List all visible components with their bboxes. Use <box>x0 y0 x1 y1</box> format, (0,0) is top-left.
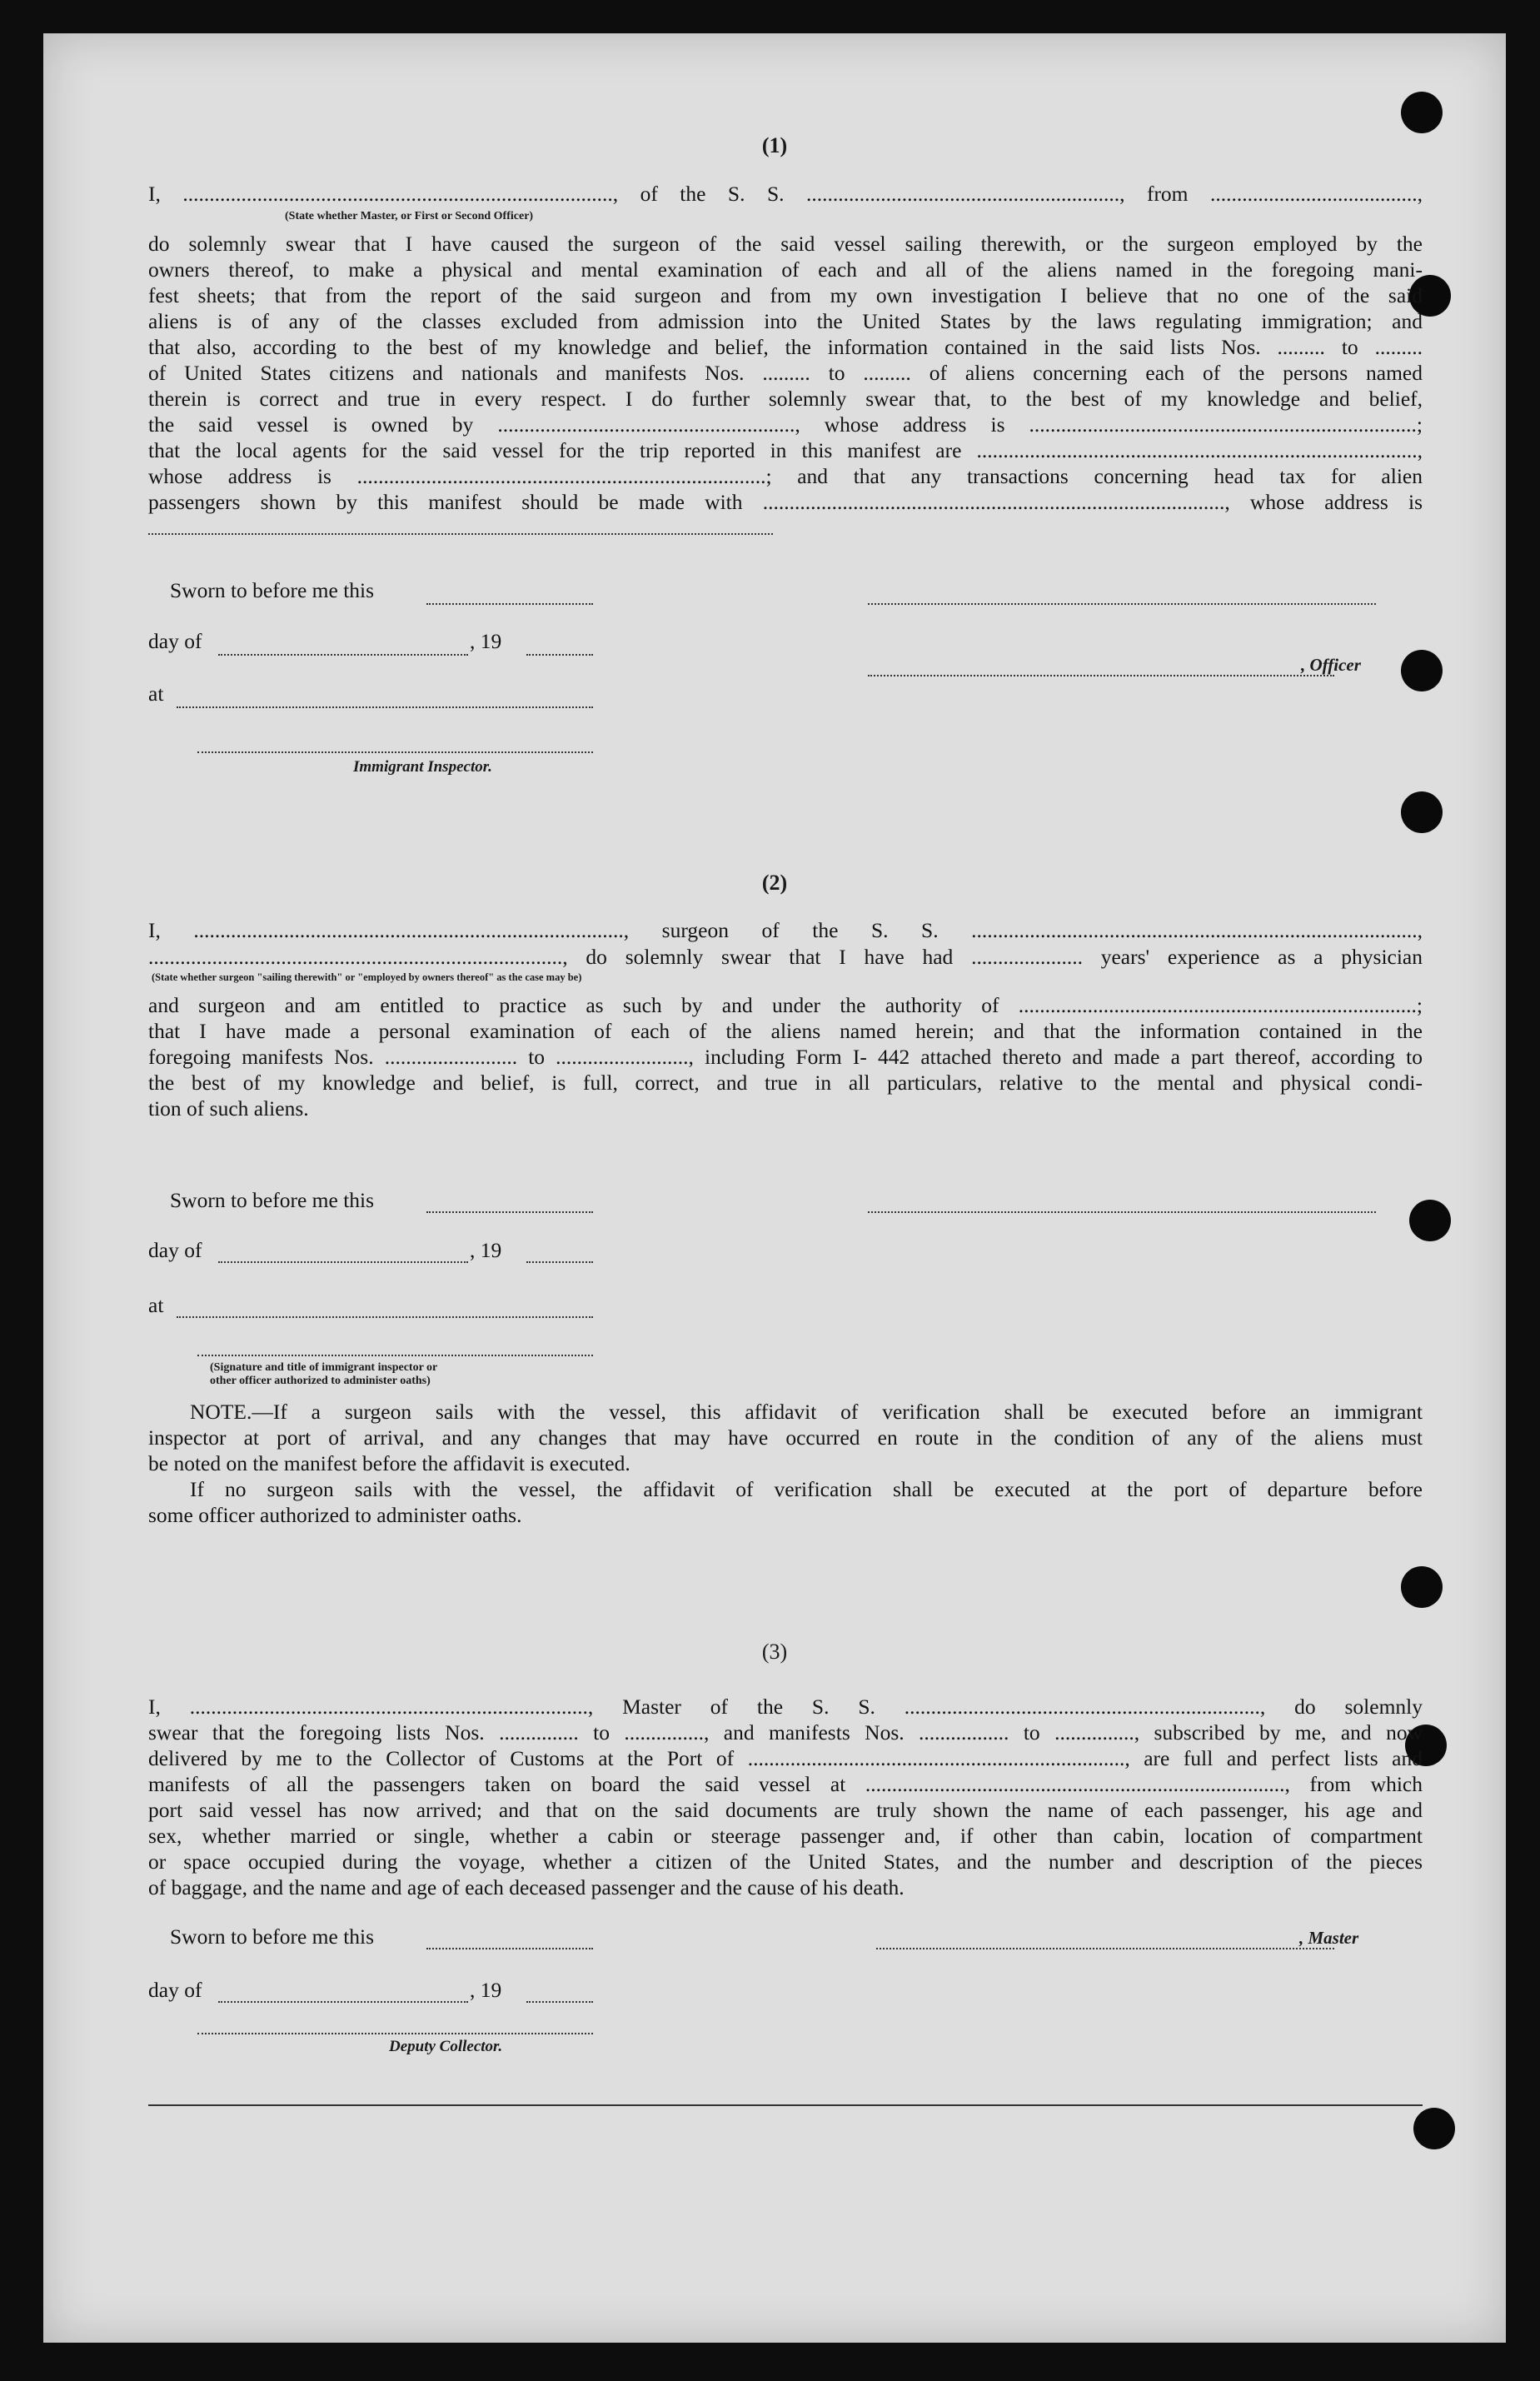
section-1-line: I, ................................................................................., of the S. S. ..........................................................., from ......................................., <box>148 182 1423 206</box>
section-2-body-line: that I have made a personal examination of each of the aliens named herein; and that the information contained in the <box>148 1019 1423 1043</box>
section-3-line: port said vessel has now arrived; and that on the said documents are truly shown the name of each passenger, his age and <box>148 1798 1423 1822</box>
day-line-1 <box>218 654 468 656</box>
officer-line <box>868 675 1334 676</box>
section-2-body-line: the best of my knowledge and belief, is full, correct, and true in all particulars, relative to the mental and physical condi- <box>148 1071 1423 1095</box>
punch-hole <box>1413 2108 1455 2149</box>
section-1-line: aliens is of any of the classes excluded from admission into the United States by the laws regulating immigration; and <box>148 309 1423 333</box>
section-1-line: the said vessel is owned by ........................................................, whose address is .........................................................................; <box>148 412 1423 437</box>
at-label-1: at <box>148 681 164 706</box>
section-1-line: fest sheets; that from the report of the said surgeon and from my own investigation I believe that no one of the said <box>148 283 1423 307</box>
inspector-sig-line-2 <box>868 1211 1376 1213</box>
year-line-2 <box>526 1261 593 1263</box>
year-label-3: , 19 <box>470 1978 502 2002</box>
sworn-date-line-3 <box>426 1948 593 1949</box>
day-line-3 <box>218 2001 468 2003</box>
day-of-label-3: day of <box>148 1978 202 2002</box>
section-1-number: (1) <box>761 133 788 157</box>
officer-sig-line <box>868 603 1376 605</box>
at-label-2: at <box>148 1293 164 1317</box>
section-3-line: delivered by me to the Collector of Customs at the Port of ......................................................................., are full and perfect lists and <box>148 1746 1423 1770</box>
collector-sig-line <box>197 2033 593 2034</box>
section-1-line: owners thereof, to make a physical and mental examination of each and all of the aliens named in the foregoing mani- <box>148 257 1423 282</box>
day-of-label-2: day of <box>148 1238 202 1262</box>
punch-hole <box>1401 650 1443 691</box>
sworn-date-line-1 <box>426 603 593 605</box>
officer-label: , Officer <box>1301 655 1361 675</box>
master-sig-line <box>876 1948 1334 1949</box>
inspector-sig-line <box>197 751 593 753</box>
note-line: If no surgeon sails with the vessel, the affidavit of verification shall be executed at the port of departure before <box>190 1477 1423 1501</box>
section-2-body-line: and surgeon and am entitled to practice as such by and under the authority of ...........................................................................; <box>148 993 1423 1017</box>
section-3-line: sex, whether married or single, whether a cabin or steerage passenger and, if other than cabin, location of compartment <box>148 1824 1423 1848</box>
form-page <box>43 33 1506 2343</box>
section-3-line: manifests of all the passengers taken on board the said vessel at ..............................................................................., from which <box>148 1772 1423 1796</box>
sworn-label-2: Sworn to before me this <box>170 1188 375 1212</box>
signature-line-2 <box>197 1355 593 1356</box>
section-3-line: I, ..........................................................................., Master of the S. S. ..................................................................., do solemnly <box>148 1695 1423 1719</box>
year-line-1 <box>526 654 593 656</box>
section-1-line: whose address is .............................................................................; and that any transactions concerning head tax for alien <box>148 464 1423 488</box>
note-line: NOTE.—If a surgeon sails with the vessel, this affidavit of verification shall be executed before an immigrant <box>190 1400 1423 1424</box>
punch-hole <box>1401 1566 1443 1608</box>
bottom-rule <box>148 2104 1423 2106</box>
section-3-number: (3) <box>761 1640 788 1664</box>
year-label-2: , 19 <box>470 1238 502 1262</box>
section-2-line: I, ................................................................................., surgeon of the S. S. ...................................................................................., <box>148 918 1423 942</box>
sworn-date-line-2 <box>426 1211 593 1213</box>
note-line: inspector at port of arrival, and any changes that may have occurred en route in the condition of any of the aliens must <box>148 1425 1423 1450</box>
section-2-line: .............................................................................., do solemnly swear that I have had ..................... years' experience as a physician <box>148 945 1423 969</box>
section-1-line: passengers shown by this manifest should be made with ......................................................................................., whose address is <box>148 490 1423 514</box>
section-3-line: of baggage, and the name and age of each deceased passenger and the cause of his death. <box>148 1875 905 1899</box>
note-line: be noted on the manifest before the affidavit is executed. <box>148 1451 630 1475</box>
signature-caption-2: other officer authorized to administer oaths) <box>210 1375 431 1387</box>
punch-hole <box>1401 92 1443 133</box>
signature-caption-1: (Signature and title of immigrant inspector or <box>210 1361 438 1374</box>
day-of-label-1: day of <box>148 629 202 653</box>
punch-hole <box>1409 1200 1451 1241</box>
master-caption: (State whether Master, or First or Second Officer) <box>285 210 534 222</box>
section-3-line: swear that the foregoing lists Nos. ............... to ..............., and manifests Nos. ................. to ..............., subscribed by me, and now <box>148 1720 1423 1745</box>
section-1-line: that the local agents for the said vessel for the trip reported in this manifest are ..................................................................................., <box>148 438 1423 462</box>
punch-hole <box>1401 791 1443 833</box>
sworn-label-3: Sworn to before me this <box>170 1924 375 1949</box>
surgeon-caption: (State whether surgeon "sailing therewith" or "employed by owners thereof" as the case may be) <box>152 971 582 983</box>
sworn-label-1: Sworn to before me this <box>170 578 375 602</box>
section-1-line: that also, according to the best of my knowledge and belief, the information contained in the said lists Nos. ......... to ......... <box>148 335 1423 359</box>
year-label-1: , 19 <box>470 629 502 653</box>
section-1-line: of United States citizens and nationals and manifests Nos. ......... to ......... of aliens concerning each of the persons named <box>148 361 1423 385</box>
section-2-number: (2) <box>761 871 788 895</box>
master-label: , Master <box>1299 1928 1359 1948</box>
at-line-1 <box>177 706 593 708</box>
note-line: some officer authorized to administer oaths. <box>148 1503 522 1527</box>
section-1-line: therein is correct and true in every respect. I do further solemnly swear that, to the best of my knowledge and belief, <box>148 387 1423 411</box>
day-line-2 <box>218 1261 468 1263</box>
section-3-line: or space occupied during the voyage, whether a citizen of the United States, and the number and description of the pieces <box>148 1849 1423 1874</box>
immigrant-inspector-label: Immigrant Inspector. <box>353 758 492 776</box>
deputy-collector-label: Deputy Collector. <box>389 2038 503 2055</box>
section-2-body-line: foregoing manifests Nos. ......................... to ........................., including Form I- 442 attached thereto and made a part thereof, according to <box>148 1045 1423 1069</box>
address-line <box>148 533 773 535</box>
at-line-2 <box>177 1316 593 1318</box>
section-1-line: do solemnly swear that I have caused the surgeon of the said vessel sailing therewith, or the surgeon employed by the <box>148 232 1423 256</box>
section-2-body-line: tion of such aliens. <box>148 1096 309 1121</box>
year-line-3 <box>526 2001 593 2003</box>
